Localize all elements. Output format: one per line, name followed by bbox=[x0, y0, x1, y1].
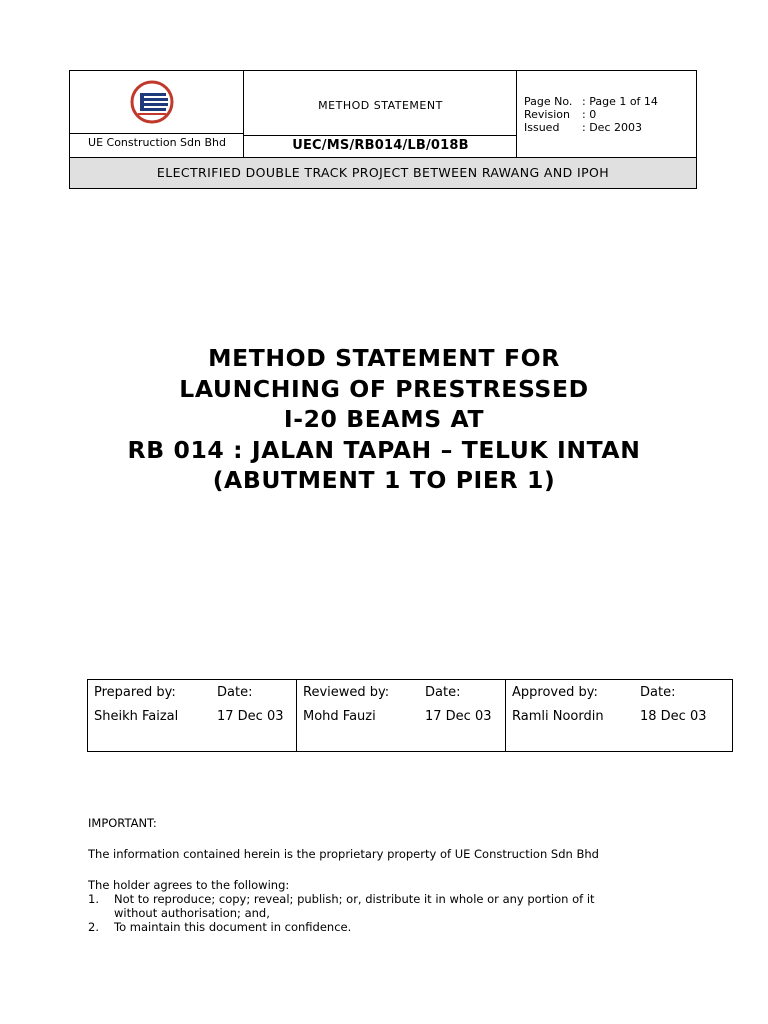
reviewed-by-name: Mohd Fauzi bbox=[303, 709, 376, 724]
notice-heading: IMPORTANT: bbox=[88, 816, 157, 830]
ue-construction-logo-icon bbox=[128, 80, 176, 128]
list-item bbox=[88, 920, 708, 934]
title-line: (ABUTMENT 1 TO PIER 1) bbox=[212, 466, 556, 494]
title-line: I-20 BEAMS AT bbox=[283, 405, 485, 433]
meta-label: Revision bbox=[524, 108, 570, 121]
approved-date: 18 Dec 03 bbox=[640, 709, 707, 724]
meta-row-page bbox=[524, 95, 658, 108]
list-number: 2. bbox=[88, 920, 99, 934]
meta-label: Page No. bbox=[524, 95, 573, 108]
list-number: 1. bbox=[88, 892, 99, 906]
document-type: METHOD STATEMENT bbox=[318, 99, 443, 112]
divider bbox=[70, 133, 244, 134]
meta-row-revision bbox=[524, 108, 658, 121]
reviewed-date-label: Date: bbox=[425, 685, 461, 700]
list-text bbox=[114, 892, 595, 920]
approved-by-name: Ramli Noordin bbox=[512, 709, 604, 724]
notice-statement: The information contained herein is the proprietary property of UE Construction Sdn Bhd bbox=[88, 847, 599, 861]
prepared-by-name: Sheikh Faizal bbox=[94, 709, 179, 724]
confidentiality-notice bbox=[88, 816, 708, 934]
divider bbox=[244, 135, 517, 136]
meta-value: : Dec 2003 bbox=[582, 121, 642, 134]
title-line: LAUNCHING OF PRESTRESSED bbox=[179, 374, 589, 403]
list-item bbox=[88, 892, 708, 920]
title-line: RB 014 : JALAN TAPAH – TELUK INTAN bbox=[127, 435, 641, 464]
approved-date-label: Date: bbox=[640, 685, 676, 700]
document-meta bbox=[524, 95, 658, 134]
list-text-line: without authorisation; and, bbox=[114, 906, 270, 920]
meta-value: : Page 1 of 14 bbox=[582, 95, 658, 108]
reviewed-by-label: Reviewed by: bbox=[303, 685, 390, 700]
divider bbox=[505, 680, 506, 751]
meta-row-issued bbox=[524, 121, 658, 134]
reviewed-date: 17 Dec 03 bbox=[425, 709, 492, 724]
list-text-line: Not to reproduce; copy; reveal; publish; or, distribute it in whole or any portion of it bbox=[114, 892, 595, 906]
prepared-date: 17 Dec 03 bbox=[217, 709, 284, 724]
approved-by-label: Approved by: bbox=[512, 685, 598, 700]
notice-agreement: The holder agrees to the following: bbox=[88, 878, 290, 892]
divider bbox=[296, 680, 297, 751]
list-text: To maintain this document in confidence. bbox=[114, 920, 352, 934]
meta-value: : 0 bbox=[582, 108, 597, 121]
title-line: METHOD STATEMENT FOR bbox=[208, 344, 560, 372]
prepared-date-label: Date: bbox=[217, 685, 253, 700]
project-title: ELECTRIFIED DOUBLE TRACK PROJECT BETWEEN RAWANG AND IPOH bbox=[156, 165, 610, 180]
signoff-table bbox=[87, 679, 733, 752]
page-title bbox=[0, 343, 768, 496]
document-number: UEC/MS/RB014/LB/018B bbox=[292, 138, 469, 153]
document-header bbox=[69, 70, 697, 189]
meta-label: Issued bbox=[524, 121, 560, 134]
company-name: UE Construction Sdn Bhd bbox=[88, 136, 226, 149]
prepared-by-label: Prepared by: bbox=[94, 685, 176, 700]
